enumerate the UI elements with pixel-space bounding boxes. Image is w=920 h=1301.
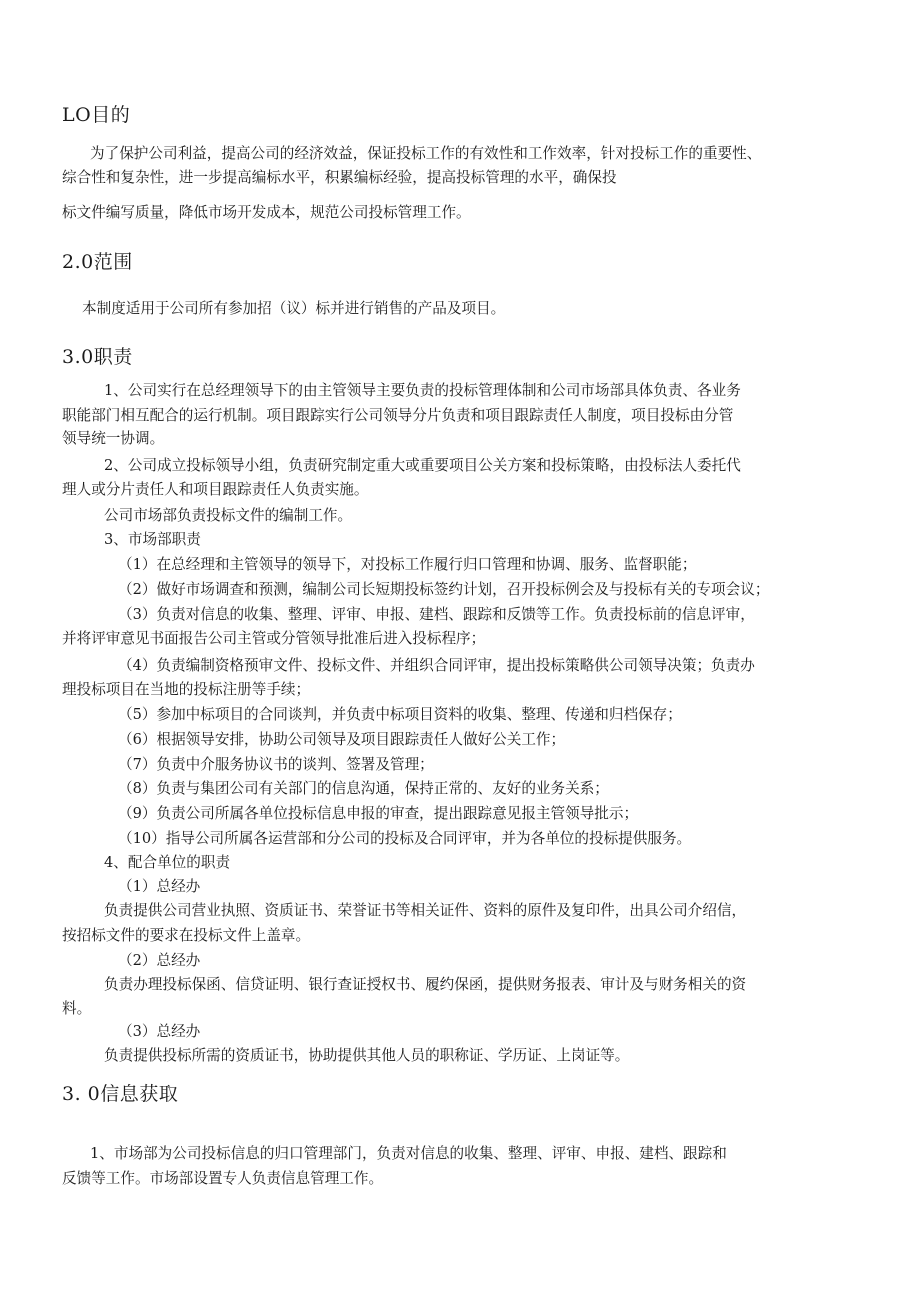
paragraph-line: 4、配合单位的职责 bbox=[104, 854, 231, 871]
paragraph-line: （8）负责与集团公司有关部门的信息沟通，保持正常的、友好的业务关系； bbox=[118, 780, 609, 797]
heading-purpose: LO目的 bbox=[62, 104, 131, 126]
paragraph-line: （1）在总经理和主管领导的领导下，对投标工作履行归口管理和协调、服务、监督职能； bbox=[118, 556, 697, 573]
heading-duties: 3.0职责 bbox=[62, 346, 133, 368]
paragraph-line: （7）负责中介服务协议书的谈判、签署及管理； bbox=[118, 756, 434, 773]
paragraph-line: （3）负责对信息的收集、整理、评审、申报、建档、跟踪和反馈等工作。负责投标前的信息评审， bbox=[118, 606, 755, 623]
paragraph-line: （9）负责公司所属各单位投标信息申报的审查，提出跟踪意见报主管领导批示； bbox=[118, 805, 639, 822]
paragraph-line: 职能部门相互配合的运行机制。项目跟踪实行公司领导分片负责和项目跟踪责任人制度，项目投标由分管 bbox=[62, 407, 734, 424]
paragraph-line: 按招标文件的要求在投标文件上盖章。 bbox=[62, 927, 311, 944]
paragraph-line: （1）总经办 bbox=[118, 878, 201, 895]
paragraph-line: 1、公司实行在总经理领导下的由主管领导主要负责的投标管理体制和公司市场部具体负责、各业务 bbox=[104, 382, 741, 399]
paragraph-line: 领导统一协调。 bbox=[62, 430, 165, 447]
paragraph-line: 反馈等工作。市场部设置专人负责信息管理工作。 bbox=[62, 1170, 384, 1187]
paragraph-line: 负责提供公司营业执照、资质证书、荣誉证书等相关证件、资料的原件及复印件，出具公司介绍信， bbox=[104, 902, 747, 919]
paragraph-line: （6）根据领导安排，协助公司领导及项目跟踪责任人做好公关工作； bbox=[118, 731, 566, 748]
paragraph-line: 负责办理投标保函、信贷证明、银行查证授权书、履约保函，提供财务报表、审计及与财务相关的资 bbox=[104, 976, 747, 993]
paragraph-line: 3、市场部职责 bbox=[104, 531, 201, 548]
paragraph-line: 公司市场部负责投标文件的编制工作。 bbox=[104, 507, 353, 524]
paragraph-line: 为了保护公司利益，提高公司的经济效益，保证投标工作的有效性和工作效率，针对投标工作的重要性、 bbox=[90, 145, 762, 162]
paragraph-line: 并将评审意见书面报告公司主管或分管领导批准后进入投标程序； bbox=[62, 630, 486, 647]
paragraph-line: 负责提供投标所需的资质证书，协助提供其他人员的职称证、学历证、上岗证等。 bbox=[104, 1047, 630, 1064]
heading-scope: 2.0范围 bbox=[62, 251, 133, 273]
paragraph-line: 标文件编写质量，降低市场开发成本，规范公司投标管理工作。 bbox=[62, 204, 471, 221]
paragraph-line: （2）做好市场调查和预测，编制公司长短期投标签约计划，召开投标例会及与投标有关的专项会议； bbox=[118, 581, 770, 598]
paragraph-line: （3）总经办 bbox=[118, 1023, 201, 1040]
paragraph-line: （5）参加中标项目的合同谈判，并负责中标项目资料的收集、整理、传递和归档保存； bbox=[118, 706, 682, 723]
paragraph-line: （4）负责编制资格预审文件、投标文件、并组织合同评审，提出投标策略供公司领导决策；负责办 bbox=[118, 657, 755, 674]
paragraph-line: （2）总经办 bbox=[118, 952, 201, 969]
paragraph-line: 综合性和复杂性，进一步提高编标水平，积累编标经验，提高投标管理的水平，确保投 bbox=[62, 169, 617, 186]
paragraph-line: 理投标项目在当地的投标注册等手续； bbox=[62, 681, 311, 698]
paragraph-line: 本制度适用于公司所有参加招（议）标并进行销售的产品及项目。 bbox=[82, 300, 506, 317]
paragraph-line: 理人或分片责任人和项目跟踪责任人负责实施。 bbox=[62, 481, 369, 498]
heading-info: 3. 0信息获取 bbox=[62, 1083, 179, 1105]
paragraph-line: 2、公司成立投标领导小组，负责研究制定重大或重要项目公关方案和投标策略，由投标法人委托代 bbox=[104, 457, 741, 474]
paragraph-line: 料。 bbox=[62, 1000, 92, 1017]
paragraph-line: 1、市场部为公司投标信息的归口管理部门，负责对信息的收集、整理、评审、申报、建档、跟踪和 bbox=[90, 1145, 727, 1162]
paragraph-line: （10）指导公司所属各运营部和分公司的投标及合同评审，并为各单位的投标提供服务。 bbox=[118, 830, 692, 847]
